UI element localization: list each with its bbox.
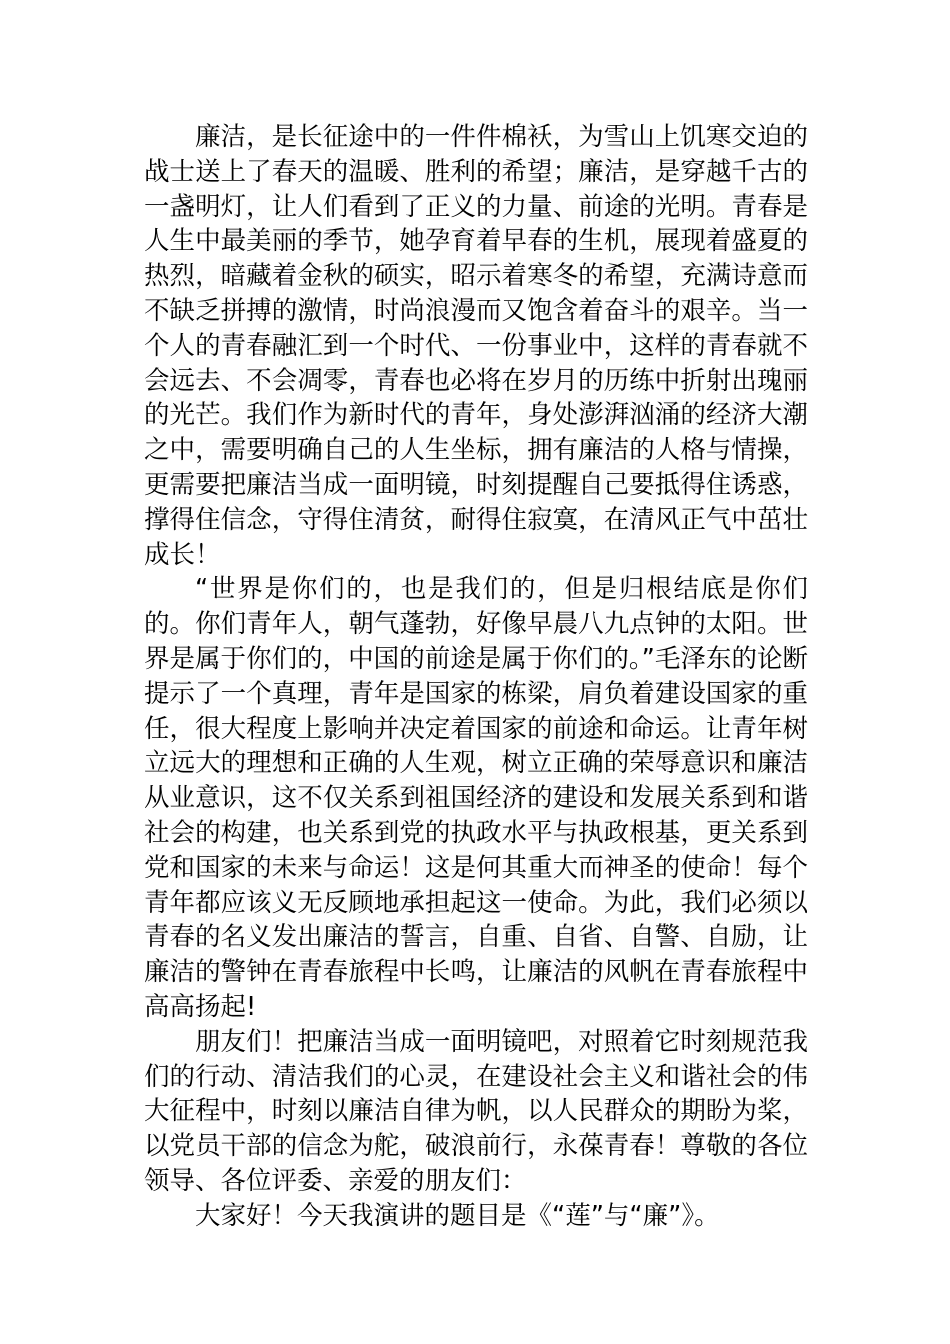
paragraph-1: 廉洁，是长征途中的一件件棉袄，为雪山上饥寒交迫的战士送上了春天的温暖、胜利的希望；廉洁，是穿越千古的一盏明灯，让人们看到了正义的力量、前途的光明。青春是人生中最美丽的季节，她孕育着早春的生机，展现着盛夏的热烈，暗藏着金秋的硕实，昭示着寒冬的希望，充满诗意而不缺乏拼搏的激情，时尚浪漫而又饱含着奋斗的艰辛。当一个人的青春融汇到一个时代、一份事业中，这样的青春就不会远去、不会凋零，青春也必将在岁月的历练中折射出瑰丽的光芒。我们作为新时代的青年，身处澎湃汹涌的经济大潮之中，需要明确自己的人生坐标，拥有廉洁的人格与情操，更需要把廉洁当成一面明镜，时刻提醒自己要抵得住诱惑，撑得住信念，守得住清贫，耐得住寂寞，在清风正气中茁壮成长！ [144, 122, 808, 570]
document-body [144, 120, 808, 1234]
paragraph-4: 大家好！今天我演讲的题目是《“莲”与“廉”》。 [195, 1200, 720, 1231]
paragraph-3: 朋友们！把廉洁当成一面明镜吧，对照着它时刻规范我们的行动、清洁我们的心灵，在建设社会主义和谐社会的伟大征程中，时刻以廉洁自律为帆，以人民群众的期盼为桨，以党员干部的信念为舵，破浪前行，永葆青春！尊敬的各位领导、各位评委、亲爱的朋友们： [144, 1026, 808, 1196]
paragraph-2: “世界是你们的，也是我们的，但是归根结底是你们的。你们青年人，朝气蓬勃，好像早晨八九点钟的太阳。世界是属于你们的，中国的前途是属于你们的。”毛泽东的论断提示了一个真理，青年是国家的栋梁，肩负着建设国家的重任，很大程度上影响并决定着国家的前途和命运。让青年树立远大的理想和正确的人生观，树立正确的荣辱意识和廉洁从业意识，这不仅关系到祖国经济的建设和发展关系到和谐社会的构建，也关系到党的执政水平与执政根基，更关系到党和国家的未来与命运！这是何其重大而神圣的使命！每个青年都应该义无反顾地承担起这一使命。为此，我们必须以青春的名义发出廉洁的誓言，自重、自省、自警、自励，让廉洁的警钟在青春旅程中长鸣，让廉洁的风帆在青春旅程中高高扬起! [144, 574, 808, 1022]
